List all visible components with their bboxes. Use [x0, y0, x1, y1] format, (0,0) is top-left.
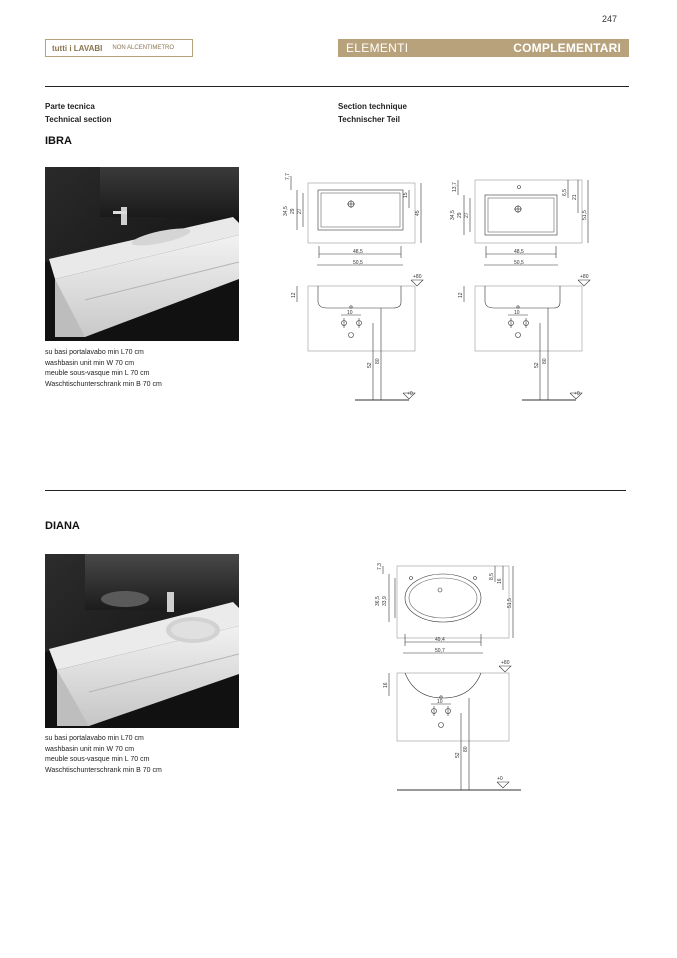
- level-marker: +80: [580, 274, 589, 280]
- dim-label: 10: [437, 699, 443, 705]
- caption-line: Waschtischunterschrank min B 70 cm: [45, 766, 162, 774]
- dim-label: 48,5: [514, 249, 524, 255]
- dim-label: 6,5: [562, 189, 568, 196]
- technical-label-de: Technischer Teil: [338, 115, 400, 124]
- dim-label: 52: [455, 752, 461, 758]
- technical-labels-right: [338, 100, 407, 126]
- technical-label-en: Technical section: [45, 115, 112, 124]
- caption-line: Waschtischunterschrank min B 70 cm: [45, 380, 162, 388]
- technical-label-fr: Section technique: [338, 102, 407, 111]
- dim-label: 15: [403, 192, 409, 198]
- dim-label: 52: [534, 362, 540, 368]
- dim-label: 10: [514, 310, 520, 316]
- dim-label: 80: [542, 358, 548, 364]
- level-marker: +80: [413, 274, 422, 280]
- dim-label: 29: [290, 208, 296, 214]
- technical-label-it: Parte tecnica: [45, 102, 95, 111]
- dim-label: 21: [572, 194, 578, 200]
- dim-label: 51,5: [582, 210, 588, 220]
- caption-line: su basi portalavabo min L70 cm: [45, 349, 144, 356]
- header-rule: [45, 86, 629, 87]
- section-banner: [338, 39, 629, 57]
- section-rule: [45, 490, 626, 491]
- page-number: 247: [602, 14, 618, 24]
- dim-label: 29: [457, 212, 463, 218]
- technical-drawing-ibra-b: [450, 168, 600, 408]
- dim-label: 27: [297, 208, 303, 214]
- dim-label: 10: [347, 310, 353, 316]
- dim-label: 12: [458, 292, 464, 298]
- product-title-diana: DIANA: [45, 520, 80, 532]
- dim-label: 49,4: [435, 637, 445, 643]
- dim-label: 51,5: [507, 598, 513, 608]
- dim-label: 50,5: [353, 260, 363, 266]
- dim-label: 7,7: [285, 173, 291, 180]
- caption-line: su basi portalavabo min L70 cm: [45, 735, 144, 742]
- dim-label: 13,7: [452, 182, 458, 192]
- caption-line: washbasin unit min W 70 cm: [45, 359, 135, 367]
- product-title-ibra: IBRA: [45, 135, 72, 147]
- technical-labels-left: [45, 100, 112, 126]
- dim-label: 80: [375, 358, 381, 364]
- dim-label: 50,7: [435, 648, 445, 654]
- product-photo-ibra: [45, 167, 239, 341]
- dim-label: 16: [497, 578, 503, 584]
- dim-label: 8,5: [489, 573, 495, 580]
- level-marker: +0: [497, 776, 503, 782]
- dim-label: 16: [383, 682, 389, 688]
- dim-label: 33,9: [382, 596, 388, 606]
- technical-drawing-diana: [375, 558, 535, 798]
- category-tag-main: tutti i LAVABI: [52, 43, 103, 53]
- dim-label: 34,5: [450, 210, 456, 220]
- dim-label: 12: [291, 292, 297, 298]
- dim-label: 34,5: [283, 206, 289, 216]
- dim-label: 45: [415, 210, 421, 216]
- dim-label: 7,3: [377, 563, 383, 570]
- dim-label: 52: [367, 362, 373, 368]
- dim-label: 80: [463, 746, 469, 752]
- level-marker: +0: [574, 391, 580, 397]
- level-marker: +80: [501, 660, 510, 666]
- level-marker: +0: [407, 391, 413, 397]
- dim-label: 50,5: [514, 260, 524, 266]
- product-photo-diana: [45, 554, 239, 728]
- dim-label: 48,5: [353, 249, 363, 255]
- dim-label: 27: [464, 212, 470, 218]
- dim-label: 36,5: [375, 596, 381, 606]
- category-tag: [45, 39, 193, 57]
- caption-line: washbasin unit min W 70 cm: [45, 745, 135, 753]
- category-tag-sub: NON ALCENTIMETRO: [112, 45, 175, 51]
- product-caption-ibra: [45, 348, 162, 390]
- banner-left-text: ELEMENTI: [346, 41, 409, 55]
- banner-right-text: COMPLEMENTARI: [513, 41, 621, 55]
- product-caption-diana: [45, 734, 162, 776]
- caption-line: meuble sous-vasque min L 70 cm: [45, 370, 150, 377]
- caption-line: meuble sous-vasque min L 70 cm: [45, 756, 150, 763]
- technical-drawing-ibra-a: [283, 168, 433, 408]
